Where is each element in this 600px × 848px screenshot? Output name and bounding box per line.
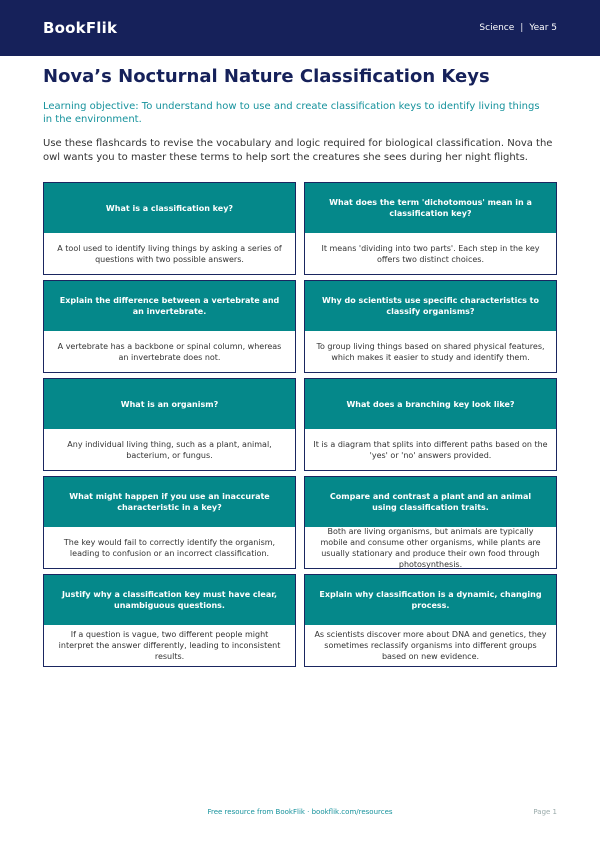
flashcard-answer: It is a diagram that splits into different paths based on the 'yes' or 'no' answers provided.	[305, 429, 556, 470]
flashcard-9	[43, 574, 296, 667]
flashcard-question: Explain the difference between a vertebrate and an invertebrate.	[44, 281, 295, 331]
brand-logo: BookFlik	[43, 19, 118, 37]
subject-label: Science	[479, 23, 515, 33]
learning-objective: Learning objective: To understand how to use and create classification keys to identify living things in the environment.	[43, 101, 540, 125]
flashcard-question: Justify why a classification key must have clear, unambiguous questions.	[44, 575, 295, 625]
flashcard-answer: Any individual living thing, such as a plant, animal, bacterium, or fungus.	[44, 429, 295, 470]
flashcard-8	[304, 476, 557, 569]
flashcard-answer: A vertebrate has a backbone or spinal column, whereas an invertebrate does not.	[44, 331, 295, 372]
flashcard-answer: To group living things based on shared physical features, which makes it easier to study and identify them.	[305, 331, 556, 372]
year-label: Year 5	[529, 23, 557, 33]
flashcard-answer: The key would fail to correctly identify the organism, leading to confusion or an incorrect classification.	[44, 527, 295, 568]
page-header	[0, 0, 600, 56]
flashcard-question: What is an organism?	[44, 379, 295, 429]
header-meta	[479, 23, 557, 33]
intro-text: Use these flashcards to revise the vocabulary and logic required for biological classification. Nova the owl wants you to master these terms to help sort the creatures she sees during her night flights.	[43, 138, 553, 163]
flashcard-answer: Both are living organisms, but animals are typically mobile and consume other organisms, while plants are usually stationary and produce their own food through photosynthesis.	[305, 527, 556, 568]
footer-text: Free resource from BookFlik · bookflik.com/resources	[207, 808, 393, 816]
flashcard-3	[43, 280, 296, 373]
flashcard-question: Explain why classification is a dynamic, changing process.	[305, 575, 556, 625]
flashcard-1	[43, 182, 296, 275]
flashcard-6	[304, 378, 557, 471]
flashcard-answer: A tool used to identify living things by asking a series of questions with two possible answers.	[44, 233, 295, 274]
flashcard-question: What does a branching key look like?	[305, 379, 556, 429]
flashcard-question: Why do scientists use specific characteristics to classify organisms?	[305, 281, 556, 331]
flashcard-question: Compare and contrast a plant and an animal using classification traits.	[305, 477, 556, 527]
meta-separator: |	[520, 23, 524, 33]
page-title: Nova’s Nocturnal Nature Classification Keys	[43, 66, 490, 87]
flashcard-question: What might happen if you use an inaccurate characteristic in a key?	[44, 477, 295, 527]
flashcard-7	[43, 476, 296, 569]
flashcard-answer: If a question is vague, two different people might interpret the answer differently, leading to inconsistent results.	[44, 625, 295, 666]
flashcard-answer: As scientists discover more about DNA and genetics, they sometimes reclassify organisms into different groups based on new evidence.	[305, 625, 556, 666]
flashcard-grid	[43, 182, 557, 667]
flashcard-2	[304, 182, 557, 275]
flashcard-5	[43, 378, 296, 471]
flashcard-question: What does the term 'dichotomous' mean in a classification key?	[305, 183, 556, 233]
flashcard-10	[304, 574, 557, 667]
flashcard-question: What is a classification key?	[44, 183, 295, 233]
page-number: Page 1	[533, 808, 557, 816]
flashcard-answer: It means 'dividing into two parts'. Each step in the key offers two distinct choices.	[305, 233, 556, 274]
flashcard-4	[304, 280, 557, 373]
